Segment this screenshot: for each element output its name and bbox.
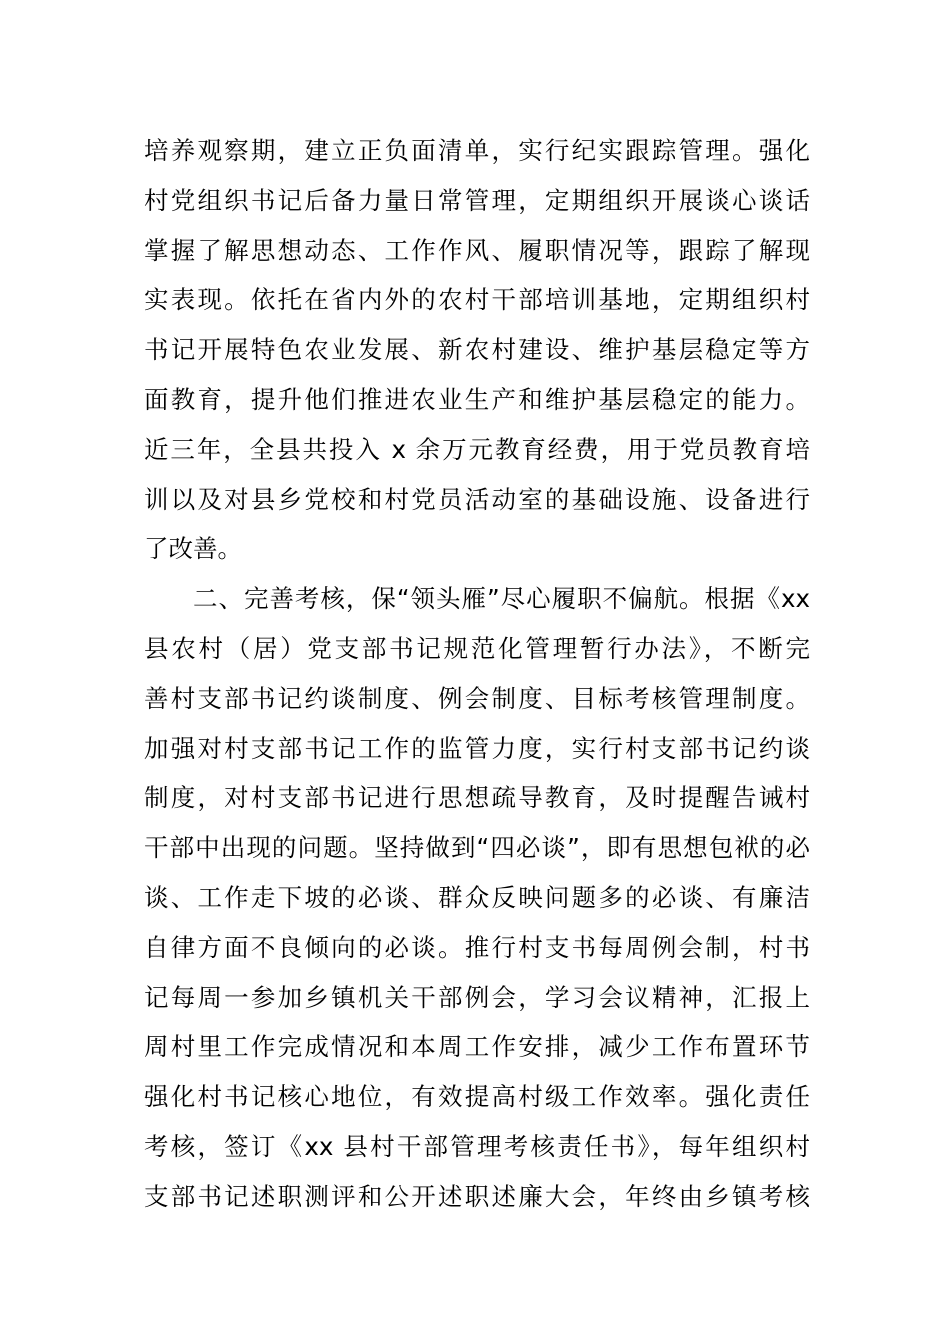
document-body (144, 126, 810, 1222)
text-line: 强化村书记核心地位，有效提高村级工作效率。强化责任 (144, 1082, 810, 1112)
text-line: 考核，签订《xx 县村干部管理考核责任书》，每年组织村 (144, 1131, 810, 1161)
text-line: 记每周一参加乡镇机关干部例会，学习会议精神，汇报上 (144, 982, 810, 1012)
text-line: 县农村（居）党支部书记规范化管理暂行办法》，不断完 (144, 633, 810, 663)
text-line: 周村里工作完成情况和本周工作安排，减少工作布置环节 (144, 1032, 810, 1062)
text-line: 了改善。 (144, 534, 242, 564)
text-line: 自律方面不良倾向的必谈。推行村支书每周例会制，村书 (144, 932, 810, 962)
text-line: 书记开展特色农业发展、新农村建设、维护基层稳定等方 (144, 335, 810, 365)
text-line: 干部中出现的问题。坚持做到“四必谈”，即有思想包袱的必 (144, 833, 810, 863)
text-line: 谈、工作走下坡的必谈、群众反映问题多的必谈、有廉洁 (144, 882, 810, 912)
text-line: 村党组织书记后备力量日常管理，定期组织开展谈心谈话 (144, 185, 810, 215)
text-line: 近三年，全县共投入 x 余万元教育经费，用于党员教育培 (144, 434, 810, 464)
text-line: 制度，对村支部书记进行思想疏导教育，及时提醒告诫村 (144, 783, 810, 813)
text-line: 支部书记述职测评和公开述职述廉大会，年终由乡镇考核 (144, 1181, 810, 1211)
text-line: 实表现。依托在省内外的农村干部培训基地，定期组织村 (144, 285, 810, 315)
text-line: 掌握了解思想动态、工作作风、履职情况等，跟踪了解现 (144, 235, 810, 265)
text-line: 面教育，提升他们推进农业生产和维护基层稳定的能力。 (144, 384, 810, 414)
text-line: 培养观察期，建立正负面清单，实行纪实跟踪管理。强化 (144, 136, 810, 165)
text-line: 善村支部书记约谈制度、例会制度、目标考核管理制度。 (144, 683, 810, 713)
text-line: 训以及对县乡党校和村党员活动室的基础设施、设备进行 (144, 484, 810, 514)
text-line: 加强对村支部书记工作的监管力度，实行村支部书记约谈 (144, 733, 810, 763)
section-heading-line: 二、完善考核，保“领头雁”尽心履职不偏航。根据《xx (193, 584, 810, 614)
